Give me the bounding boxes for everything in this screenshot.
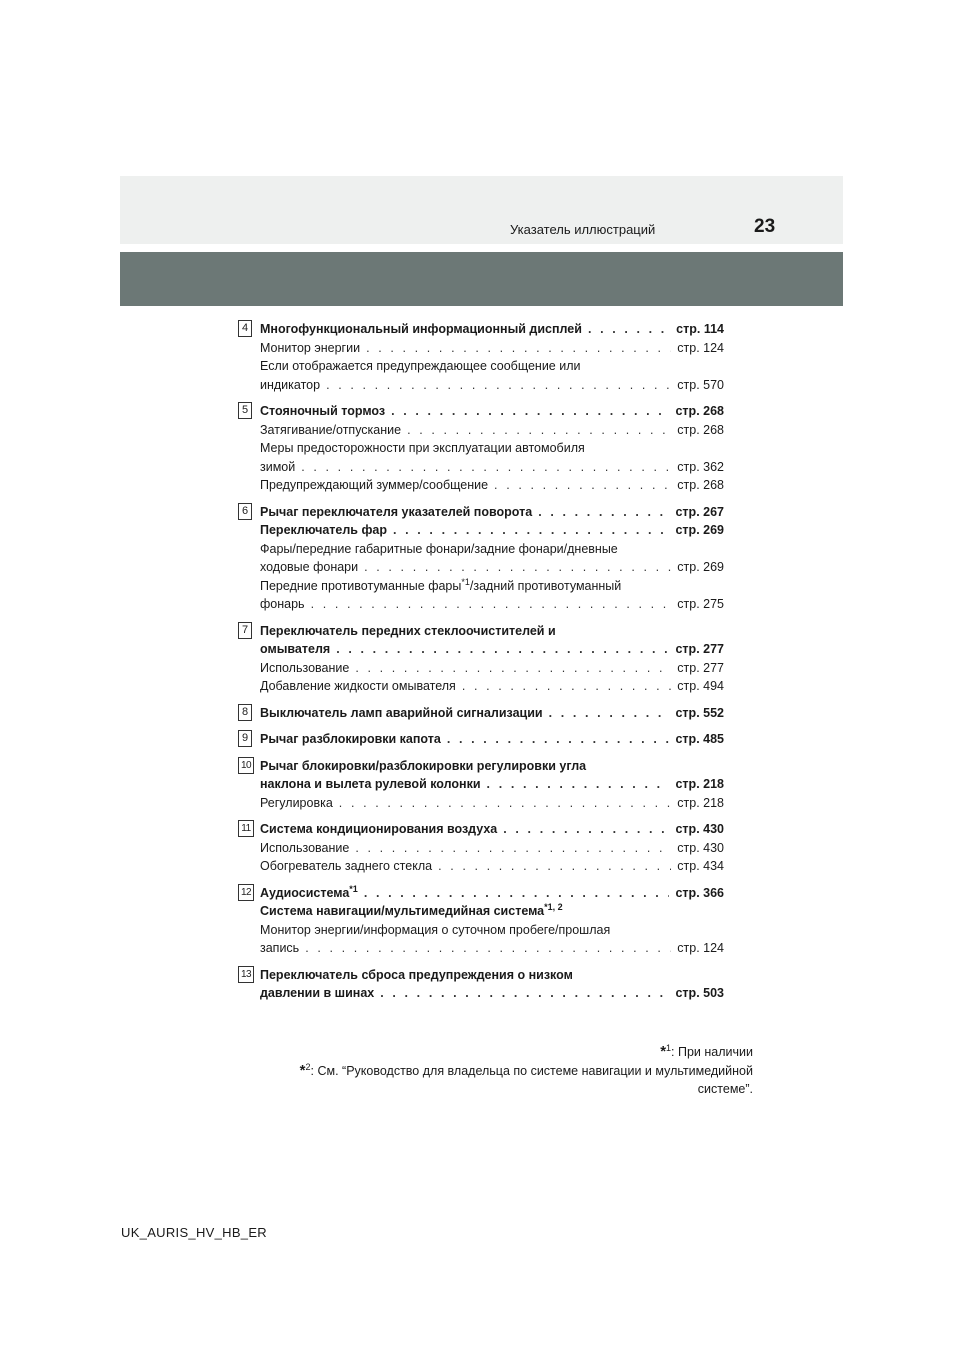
dot-leader (487, 775, 670, 794)
section-number-badge: 5 (238, 402, 252, 419)
dot-leader (494, 476, 671, 495)
index-entry (260, 402, 724, 421)
page-reference: стр. 275 (677, 597, 724, 611)
section-number-badge: 8 (238, 704, 252, 721)
section-number-badge: 7 (238, 622, 252, 639)
index-entry (260, 421, 724, 440)
index-entry (260, 476, 724, 495)
section-number-badge: 11 (238, 820, 254, 837)
index-entry (260, 730, 724, 749)
dot-leader (393, 521, 670, 540)
entry-label: Переключатель фар (260, 523, 387, 537)
dot-leader (355, 659, 671, 678)
page-reference: стр. 430 (677, 840, 724, 855)
entry-label: Затягивание/отпускание (260, 422, 402, 437)
index-entry (260, 376, 724, 395)
index-entry (260, 521, 724, 540)
section-number-badge: 13 (238, 966, 254, 983)
dot-leader (364, 884, 670, 903)
dot-leader (305, 939, 671, 958)
dot-leader (339, 794, 671, 813)
section-title: Указатель иллюстраций (510, 222, 656, 237)
entry-label: фонарь (260, 597, 305, 611)
header-band-dark (120, 252, 843, 306)
entry-label: Стояночный тормоз (260, 404, 386, 418)
header-band-light (120, 176, 843, 244)
entry-label: Монитор энергии (260, 340, 361, 355)
page-reference: стр. 218 (675, 777, 724, 791)
page-reference: стр. 277 (675, 642, 724, 656)
page-reference: стр. 124 (677, 340, 724, 355)
entry-label: Обогреватель заднего стекла (260, 859, 433, 873)
dot-leader (311, 595, 672, 614)
index-entry (260, 939, 724, 958)
entry-text-line: Если отображается предупреждающее сообщение или (260, 359, 581, 373)
section-number-badge: 4 (238, 320, 252, 337)
page-reference: стр. 114 (676, 322, 724, 336)
entry-label: Рычаг разблокировки капота (260, 732, 441, 746)
index-entry (260, 884, 724, 903)
page-reference: стр. 494 (677, 679, 724, 693)
dot-leader (336, 640, 669, 659)
page-reference: стр. 267 (675, 504, 724, 519)
section-number-badge: 10 (238, 757, 254, 774)
entry-label: Система кондиционирования воздуха (260, 822, 498, 836)
dot-leader (538, 503, 669, 522)
page-reference: стр. 268 (675, 404, 724, 418)
index-section (238, 757, 724, 813)
footnote-2-continued: системе”. (697, 1082, 753, 1096)
dot-leader (407, 421, 671, 440)
page-reference: стр. 269 (675, 523, 724, 537)
index-entry (260, 320, 724, 339)
dot-leader (447, 730, 670, 749)
entry-label: индикатор (260, 377, 321, 392)
entry-label: Выключатель ламп аварийной сигнализации (260, 705, 543, 720)
page-reference: стр. 218 (677, 795, 724, 810)
dot-leader (355, 839, 671, 858)
entry-label: наклона и вылета рулевой колонки (260, 777, 481, 791)
index-entry (260, 595, 724, 614)
index-entry (260, 458, 724, 477)
index-entry (260, 659, 724, 678)
footnote-2: *$^2$: См. “Руководство для владельца по системе навигации и мультимедийной (299, 1061, 753, 1079)
page-reference: стр. 430 (675, 822, 724, 836)
index-section (238, 503, 724, 614)
page-reference: стр. 570 (677, 377, 724, 392)
index-section (238, 320, 724, 394)
page-reference: стр. 552 (675, 705, 724, 720)
entry-label: Использование (260, 840, 350, 855)
entry-label: Использование (260, 660, 350, 675)
entry-label: Предупреждающий зуммер/сообщение (260, 478, 489, 492)
page-reference: стр. 434 (677, 859, 724, 873)
dot-leader (380, 984, 669, 1003)
entry-label: омывателя (260, 642, 331, 656)
index-entry (260, 558, 724, 577)
footnotes (300, 1043, 753, 1099)
dot-leader (391, 402, 669, 421)
dot-leader (364, 558, 671, 577)
entry-label: давлении в шинах (260, 986, 375, 1000)
index-entry (260, 775, 724, 794)
illustration-index-list (238, 320, 724, 1011)
entry-text-line: Передние противотуманные фары$^{*1}$/задний противотуманный (260, 576, 622, 593)
entry-label: Многофункциональный информационный дисплей (260, 322, 582, 336)
dot-leader (326, 376, 671, 395)
page-reference: стр. 485 (675, 732, 724, 746)
page-reference: стр. 362 (677, 459, 724, 474)
dot-leader (549, 704, 670, 723)
page-reference: стр. 503 (675, 986, 724, 1000)
entry-text-line: Переключатель сброса предупреждения о низком (260, 967, 573, 982)
index-entry (260, 857, 724, 876)
entry-label: зимой (260, 459, 296, 474)
index-section (238, 704, 724, 723)
index-entry (260, 503, 724, 522)
index-section (238, 622, 724, 696)
dot-leader (588, 320, 670, 339)
index-entry (260, 339, 724, 358)
entry-text-line: Меры предосторожности при эксплуатации автомобиля (260, 441, 585, 455)
index-entry (260, 839, 724, 858)
index-entry (260, 984, 724, 1003)
document-code: UK_AURIS_HV_HB_ER (121, 1225, 267, 1240)
index-section (238, 402, 724, 495)
section-number-badge: 6 (238, 503, 252, 520)
dot-leader (301, 458, 671, 477)
entry-text-line: Монитор энергии/информация о суточном пробеге/прошлая (260, 922, 611, 937)
dot-leader (462, 677, 671, 696)
page-reference: стр. 268 (677, 478, 724, 492)
section-number-badge: 12 (238, 884, 254, 901)
dot-leader (438, 857, 671, 876)
page-reference: стр. 366 (675, 885, 724, 900)
index-entry (260, 794, 724, 813)
index-section (238, 966, 724, 1003)
footnote-1: *$^1$: При наличии (660, 1043, 753, 1060)
page-reference: стр. 277 (677, 660, 724, 675)
entry-text-line: Рычаг блокировки/разблокировки регулировки угла (260, 758, 587, 773)
entry-label: Добавление жидкости омывателя (260, 679, 456, 693)
index-section (238, 730, 724, 749)
page-reference: стр. 269 (677, 560, 724, 574)
entry-label: запись (260, 941, 300, 955)
page-reference: стр. 124 (677, 941, 724, 955)
entry-label: Регулировка (260, 795, 333, 810)
section-number-badge: 9 (238, 730, 252, 747)
entry-label: ходовые фонари (260, 560, 359, 574)
index-section (238, 820, 724, 876)
index-entry (260, 704, 724, 723)
index-entry (260, 677, 724, 696)
entry-label: Аудиосистема$^{*1}$ (260, 883, 358, 900)
entry-label: Рычаг переключателя указателей поворота (260, 504, 533, 519)
entry-text-line: Фары/передние габаритные фонари/задние фонари/дневные (260, 541, 618, 556)
page-number: 23 (754, 216, 776, 237)
entry-text-line: Система навигации/мультимедийная система$^{*1, 2}$ (260, 902, 563, 918)
entry-text-line: Переключатель передних стеклоочистителей и (260, 623, 556, 638)
page-reference: стр. 268 (677, 422, 724, 437)
dot-leader (366, 339, 671, 358)
dot-leader (503, 820, 669, 839)
index-entry (260, 820, 724, 839)
index-entry (260, 640, 724, 659)
index-section (238, 884, 724, 958)
